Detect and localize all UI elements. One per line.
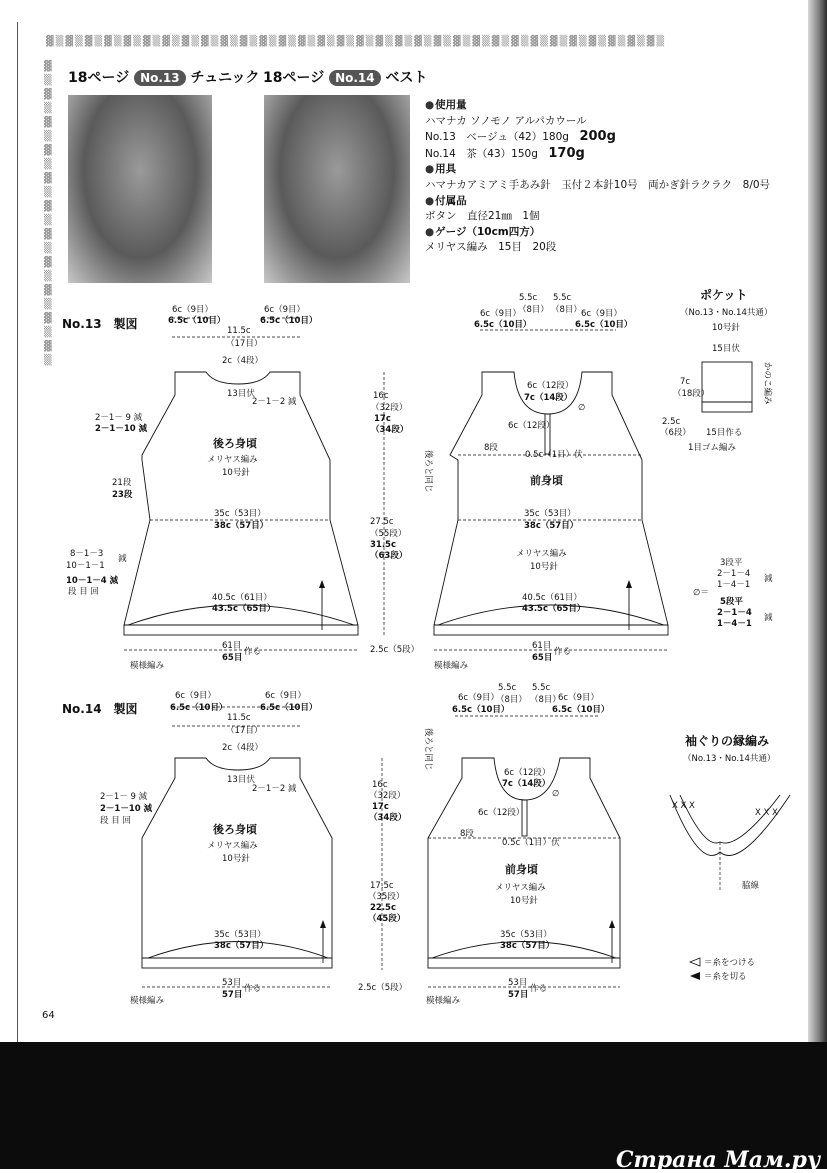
- no14-back-armhole-head: 段 目 回: [100, 816, 131, 826]
- neckdec-head2: 5段平: [720, 597, 743, 607]
- no14-back-armhole-dec1: 2－1－ 9 減: [100, 792, 148, 802]
- neckdec-a1: 2－1－4: [717, 569, 751, 579]
- pocket-sub: （No.13・No.14共通）: [680, 308, 773, 318]
- no13-front-waist-b: 38c（57目）: [524, 521, 579, 531]
- no14-front-phi: ∅: [552, 789, 560, 799]
- no14-height2-rows: （35段）: [368, 892, 405, 902]
- no14-front-top1: 6c（9目）: [458, 693, 499, 703]
- no14-front-waist-b: 38c（57目）: [500, 941, 555, 951]
- no13-yarn: No.13 ベージュ（42）180g 200g: [425, 129, 616, 145]
- neckdec-head1: 3段平: [720, 558, 743, 568]
- no14-height3: 2.5c（5段）: [358, 983, 408, 993]
- no14-height1-rows: （32段）: [369, 791, 406, 801]
- no14-front-top1-b: 6.5c（10目）: [452, 705, 510, 715]
- no13-back-pattern: 模様編み: [130, 661, 165, 671]
- no14-name: ベスト: [385, 70, 428, 86]
- no14-height2-b: 22.5c: [370, 903, 397, 913]
- armhole-edge-stitches: X X X: [672, 801, 695, 811]
- pocket-needle: 10号針: [712, 323, 740, 333]
- no13-back-neck-width: 11.5c: [227, 326, 251, 336]
- no14-front-top2-rows: （8目）: [496, 695, 527, 705]
- no14-front-waist: 35c（53目）: [500, 930, 552, 940]
- no13-front-name: 前身頃: [530, 474, 563, 487]
- parts-text: ボタン 直径21㎜ 1個: [425, 210, 540, 223]
- no13-back-top-right-b: 6.5c（10目）: [260, 316, 318, 326]
- no13-back-shoulder-dec: 2－1－2 減: [252, 397, 297, 407]
- no14-back-neck-stitches: （17目）: [226, 726, 263, 736]
- no14-back-waist: 35c（53目）: [214, 930, 266, 940]
- armhole-edge-stitches-right: X X X: [755, 808, 778, 818]
- no14-height1-b: 17c: [372, 802, 389, 812]
- no13-back-armhole-dec2: 2－1－10 減: [95, 424, 148, 434]
- armhole-edge-cut: ＝糸を切る: [704, 972, 747, 982]
- no14-back-neck-width: 11.5c: [227, 713, 251, 723]
- no14-back-armhole-dec2: 2－1－10 減: [100, 804, 153, 814]
- join-arrow-icon: [690, 958, 700, 966]
- no13-back-neck-rows: 2c（4段）: [222, 356, 263, 366]
- neckdec-gen2: 減: [764, 613, 773, 623]
- no14-front-cast-b: 57目: [508, 990, 529, 1000]
- scan-edge: [808, 0, 827, 1042]
- no14-height1-rows-b: （34段）: [369, 813, 407, 823]
- no13-height2-b: 31.5c: [370, 540, 397, 550]
- gauge-heading: ● ゲージ（10cm四方）: [425, 225, 770, 241]
- no14-front-needle: 10号針: [510, 896, 538, 906]
- no14-height2-rows-b: （45段）: [368, 914, 406, 924]
- no13-page: 18ページ: [68, 70, 130, 86]
- no13-front-top3-rows: （8目）: [551, 305, 582, 315]
- yarn-name: ハマナカ ソノモノ アルパカウール: [425, 114, 587, 127]
- no13-back-hem: 40.5c（61目）: [212, 593, 272, 603]
- no13-section-title: No.13 製図: [62, 317, 138, 331]
- armhole-edge-join: ＝糸をつける: [704, 958, 756, 968]
- no13-back-needle: 10号針: [222, 468, 250, 478]
- no13-front-stitch: メリヤス編み: [516, 549, 567, 559]
- no13-back-stitch: メリヤス編み: [207, 455, 258, 465]
- no14-back-cast-label: 作る: [244, 984, 262, 994]
- tools-heading: ● 用具: [425, 162, 770, 178]
- no14-front-name: 前身頃: [505, 863, 538, 876]
- no14-back-neck-bind: 13目伏: [227, 775, 255, 785]
- no13-height1-rows: （32段）: [371, 403, 408, 413]
- no13-front-top2: 5.5c: [519, 293, 538, 303]
- no13-front-top3: 5.5c: [553, 293, 572, 303]
- no13-back-cast-b: 65目: [222, 653, 243, 663]
- no14-section-title: No.14 製図: [62, 702, 138, 716]
- no13-front-hem: 40.5c（61目）: [522, 593, 582, 603]
- parts-heading: ● 付属品: [425, 194, 770, 210]
- pocket-cast: 15目作る: [706, 428, 743, 438]
- no13-back-neck-bind: 13目伏: [227, 389, 255, 399]
- no14-front-neck-b: 7c（14段）: [502, 779, 551, 789]
- gauge-text: メリヤス編み 15目 20段: [425, 241, 557, 254]
- neckdec-b2: 1－4－1: [717, 619, 752, 629]
- pocket-rib: 2.5c: [662, 417, 681, 427]
- no13-height1-b: 17c: [374, 414, 391, 424]
- no13-back-side-dec-label: 減: [118, 554, 127, 564]
- no13-back-armhole-rows-b: 23段: [112, 490, 133, 500]
- no14-height2: 17.5c: [370, 881, 394, 891]
- no14-front-cast: 53目: [508, 978, 528, 988]
- no13-front-top4-b: 6.5c（10目）: [575, 320, 633, 330]
- no14-yarn: No.14 茶（43）150g 170g: [425, 145, 585, 161]
- cut-arrow-icon: [690, 972, 700, 980]
- pocket-height-rows: （18段）: [673, 389, 710, 399]
- pocket-side: かのこ編み: [762, 362, 772, 405]
- no14-back-top-right-b: 6.5c（10目）: [260, 703, 318, 713]
- page-number: 64: [42, 1010, 55, 1021]
- no13-name: チュニック: [190, 70, 260, 86]
- no13-back-side-dec1: 8－1－3: [70, 549, 104, 559]
- no14-front-same: 後ろと同じ: [423, 728, 433, 771]
- decorative-border-left: ▓▒▓▒▓▒▓▒▓▒▓▒▓▒▓▒▓▒▓▒▓▒: [44, 61, 52, 366]
- no13-height2-rows-b: （63段）: [370, 551, 408, 561]
- no13-back-waist-b: 38c（57目）: [214, 521, 269, 531]
- tools-text: ハマナカアミアミ手あみ針 玉付２本針10号 両かぎ針ラクラク 8/0号: [425, 178, 771, 191]
- pocket-rib-name: 1目ゴム編み: [688, 443, 736, 453]
- no13-front-top1: 6c（9目）: [480, 309, 521, 319]
- no13-back-armhole-rows: 21段: [112, 478, 132, 488]
- no13-height1: 16c: [373, 391, 389, 401]
- no14-back-top-left: 6c（9目）: [175, 691, 216, 701]
- watermark: Страна Мам.ру: [616, 1147, 821, 1173]
- no13-back-cast-label: 作る: [244, 647, 262, 657]
- no13-front-phi: ∅: [578, 403, 586, 413]
- no13-front-pattern: 模様編み: [434, 661, 469, 671]
- no14-front-bind: 0.5c（1目）伏: [502, 838, 560, 848]
- no13-back-top-right: 6c（9目）: [264, 305, 305, 315]
- no14-front-top3: 5.5c: [532, 683, 551, 693]
- armhole-edge-sub: （No.13・No.14共通）: [683, 754, 776, 764]
- no13-front-top2-rows: （8目）: [518, 305, 549, 315]
- no14-height1: 16c: [372, 780, 388, 790]
- no13-back-side-dec-head: 段 目 回: [68, 587, 99, 597]
- no13-front-waist: 35c（53目）: [524, 509, 576, 519]
- no13-back-waist: 35c（53目）: [214, 509, 266, 519]
- pocket-title: ポケット: [700, 288, 748, 302]
- pocket-rib-rows: （6段）: [660, 428, 691, 438]
- no13-front-same: 後ろと同じ: [423, 450, 433, 493]
- neckdec-a2: 1－4－1: [717, 580, 751, 590]
- no14-front-top4-b: 6.5c（10目）: [552, 705, 610, 715]
- no13-front-neck: 6c（12段）: [527, 381, 574, 391]
- no13-back-top-left-b: 6.5c（10目）: [168, 316, 226, 326]
- no13-front-cast-b: 65目: [532, 653, 553, 663]
- no13-back-top-left: 6c（9目）: [172, 305, 213, 315]
- no14-front-top3-rows: （8目）: [530, 695, 561, 705]
- no13-front-needle: 10号針: [530, 562, 558, 572]
- pocket-height: 7c: [680, 377, 691, 387]
- no14-front-top4: 6c（9目）: [558, 693, 599, 703]
- no13-height1-rows-b: （34段）: [371, 425, 409, 435]
- no13-height2: 27.5c: [370, 517, 394, 527]
- no13-front-cast: 61目: [532, 641, 552, 651]
- no13-height3: 2.5c（5段）: [370, 645, 420, 655]
- neckdec-b1: 2－1－4: [717, 608, 752, 618]
- no14-back-top-right: 6c（9目）: [265, 691, 306, 701]
- no14-back-name: 後ろ身頃: [213, 823, 257, 836]
- no13-back-cast: 61目: [222, 641, 242, 651]
- no13-back-side-dec3: 10－1－4 減: [66, 576, 119, 586]
- no14-back-cast: 53目: [222, 978, 242, 988]
- no13-badge: No.13: [134, 70, 186, 86]
- no14-front-neck: 6c（12段）: [504, 768, 551, 778]
- no13-back-neck-stitches: （17目）: [226, 339, 263, 349]
- no14-back-cast-b: 57目: [222, 990, 243, 1000]
- no14-back-top-left-b: 6.5c（10目）: [170, 703, 228, 713]
- no13-front-cast-label: 作る: [554, 647, 572, 657]
- no13-front-slit: 6c（12段）: [508, 421, 555, 431]
- no13-front-bind: 0.5c（1目）伏: [525, 450, 583, 460]
- no13-back-side-dec2: 10－1－1: [66, 561, 105, 571]
- no13-front-top4: 6c（9目）: [581, 309, 622, 319]
- no14-back-needle: 10号針: [222, 854, 250, 864]
- no14-front-rows8: 8段: [460, 829, 474, 839]
- no13-back-armhole-dec1: 2－1－ 9 減: [95, 413, 143, 423]
- no13-back-name: 後ろ身頃: [213, 437, 257, 450]
- no14-back-pattern: 模様編み: [130, 996, 165, 1006]
- no14-front-top2: 5.5c: [498, 683, 517, 693]
- no14-front-slit: 6c（12段）: [478, 808, 525, 818]
- no14-back-shoulder-dec: 2－1－2 減: [252, 784, 297, 794]
- no14-back-neck-rows: 2c（4段）: [222, 743, 263, 753]
- no13-front-rows8: 8段: [484, 443, 498, 453]
- neckdec-phi: ∅＝: [693, 588, 709, 598]
- pocket-shape: [702, 362, 752, 412]
- no13-back-hem-b: 43.5c（65目）: [212, 604, 276, 614]
- no13-front-hem-b: 43.5c（65目）: [522, 604, 586, 614]
- neckdec-gen1: 減: [764, 574, 773, 584]
- pocket-top: 15目伏: [712, 344, 740, 354]
- yarn-heading: ● 使用量: [425, 98, 770, 114]
- no13-front-neck-b: 7c（14段）: [524, 393, 573, 403]
- no14-back-waist-b: 38c（57目）: [214, 941, 269, 951]
- no14-back-stitch: メリヤス編み: [207, 841, 258, 851]
- decorative-border-top: ▓▒▓▒▓▒▓▒▓▒▓▒▓▒▓▒▓▒▓▒▓▒▓▒▓▒▓▒▓▒▓▒▓▒▓▒▓▒▓▒▓▒▓▒▓▒▓▒▓▒▓▒▓▒▓▒▓▒▓▒▓▒▓▒: [46, 36, 667, 47]
- no14-front-cast-label: 作る: [530, 984, 548, 994]
- no13-front-top1-b: 6.5c（10目）: [474, 320, 532, 330]
- armhole-edge-title: 袖ぐりの縁編み: [685, 734, 770, 748]
- no13-height2-rows: （55段）: [370, 529, 407, 539]
- no14-front-pattern: 模様編み: [426, 996, 461, 1006]
- no13-front-outline: [434, 372, 668, 625]
- no14-badge: No.14: [329, 70, 381, 86]
- armhole-edge-side: 脇線: [742, 881, 760, 891]
- no14-page: 18ページ: [263, 70, 325, 86]
- no14-front-stitch: メリヤス編み: [495, 883, 546, 893]
